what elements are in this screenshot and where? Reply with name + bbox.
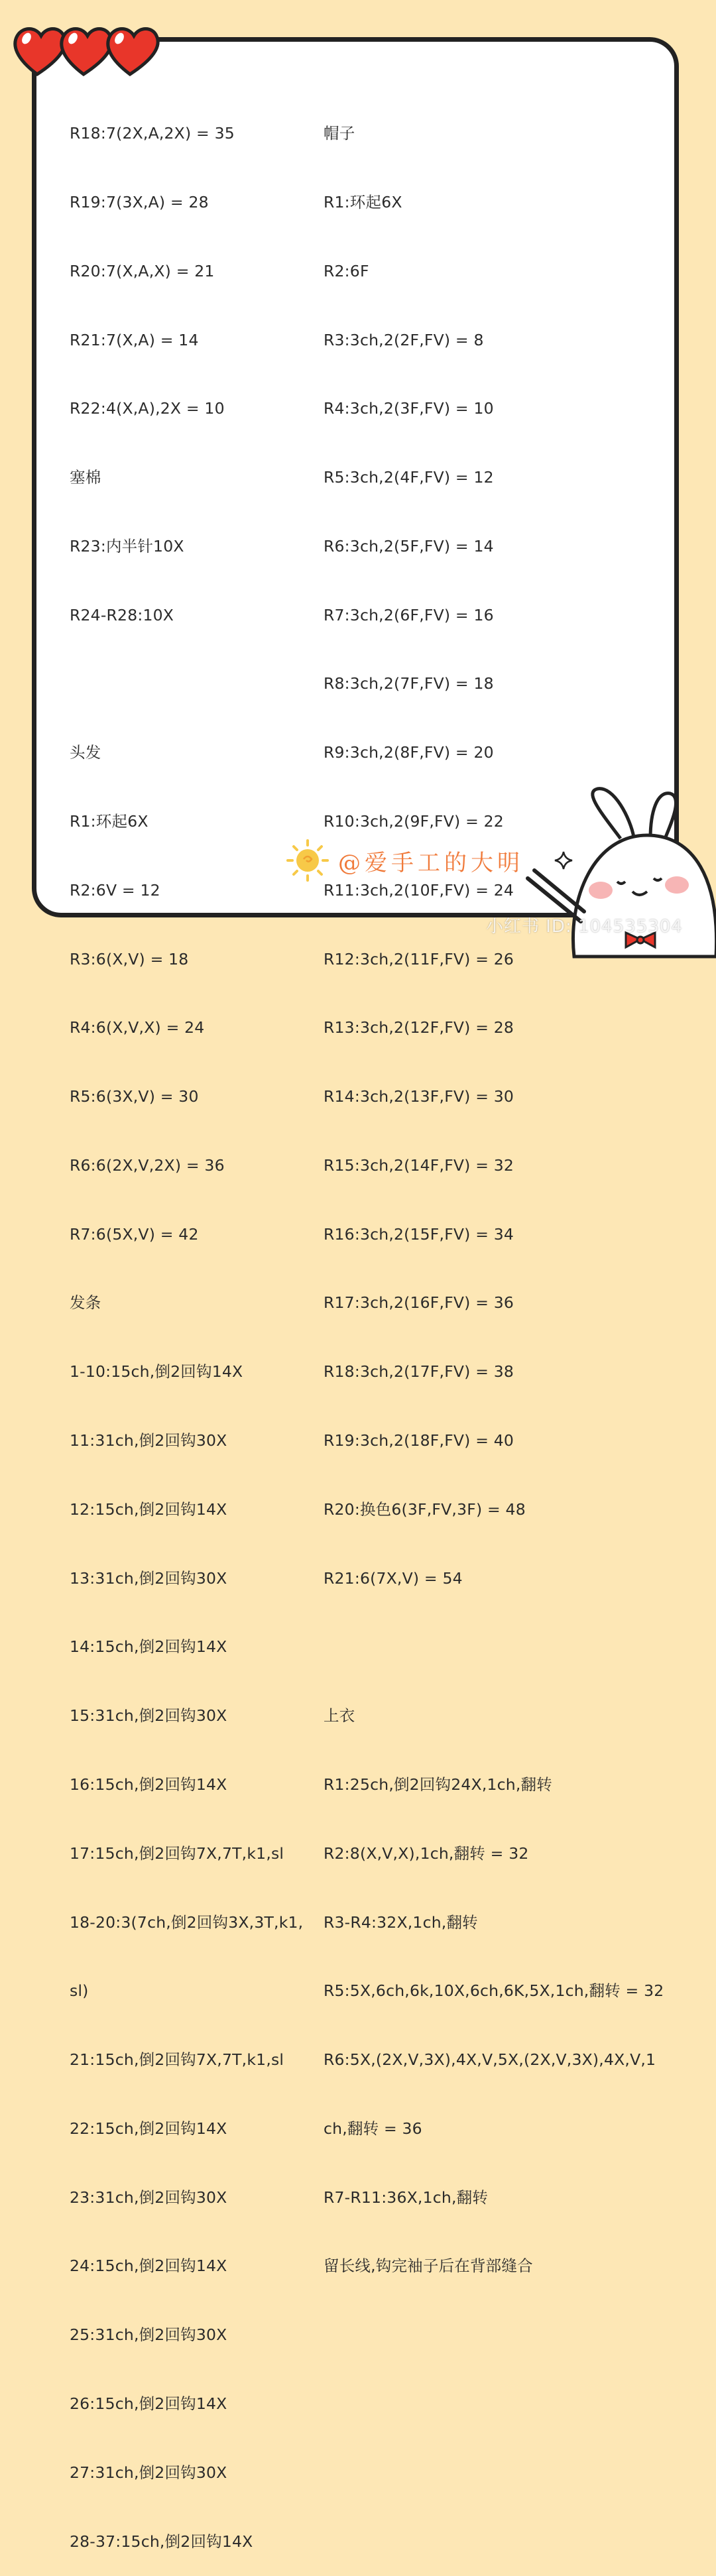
pattern-line: R23:内半针10X — [70, 536, 184, 556]
pattern-line: R19:7(3X,A) = 28 — [70, 192, 209, 211]
pattern-line: ch,翻转 = 36 — [324, 2119, 422, 2138]
pattern-line: 1-10:15ch,倒2回钩14X — [70, 1362, 243, 1381]
pattern-line: 11:31ch,倒2回钩30X — [70, 1431, 227, 1450]
pattern-line: R4:3ch,2(3F,FV) = 10 — [324, 399, 494, 418]
pattern-line: R5:3ch,2(4F,FV) = 12 — [324, 468, 494, 487]
spacer — [70, 672, 303, 695]
pattern-line: 21:15ch,倒2回钩7X,7T,k1,sl — [70, 2050, 284, 2070]
pattern-line: R19:3ch,2(18F,FV) = 40 — [324, 1431, 514, 1450]
author-signature — [284, 837, 542, 883]
pattern-line: 25:31ch,倒2回钩30X — [70, 2325, 227, 2345]
pattern-line: R6:3ch,2(5F,FV) = 14 — [324, 536, 494, 556]
pattern-line: R5:5X,6ch,6k,10X,6ch,6K,5X,1ch,翻转 = 32 — [324, 1981, 664, 2001]
pattern-line: R14:3ch,2(13F,FV) = 30 — [324, 1087, 514, 1106]
pattern-line: R8:3ch,2(7F,FV) = 18 — [324, 674, 494, 693]
pattern-line: 22:15ch,倒2回钩14X — [70, 2119, 227, 2138]
watermark: 小红书 ID: 104535304 — [486, 917, 683, 937]
sun-icon — [284, 837, 337, 883]
pattern-line: R11:3ch,2(10F,FV) = 24 — [324, 880, 514, 900]
pattern-line: R21:7(X,A) = 14 — [70, 330, 199, 349]
pattern-line: R2:6F — [324, 261, 369, 280]
pattern-line: R3:6(X,V) = 18 — [70, 949, 189, 968]
heart-icon — [62, 29, 111, 75]
pattern-line: R7-R11:36X,1ch,翻转 — [324, 2188, 489, 2207]
pattern-line: 28-37:15ch,倒2回钩14X — [70, 2532, 253, 2551]
pattern-line: R1:环起6X — [70, 812, 149, 831]
pattern-line: R22:4(X,A),2X = 10 — [70, 399, 225, 418]
pattern-line: R10:3ch,2(9F,FV) = 22 — [324, 812, 504, 831]
pattern-line: R5:6(3X,V) = 30 — [70, 1087, 199, 1106]
pattern-line: R18:3ch,2(17F,FV) = 38 — [324, 1362, 514, 1381]
pattern-line: R4:6(X,V,X) = 24 — [70, 1018, 205, 1037]
pattern-line: 26:15ch,倒2回钩14X — [70, 2394, 227, 2413]
pattern-line: R6:5X,(2X,V,3X),4X,V,5X,(2X,V,3X),4X,V,1 — [324, 2050, 656, 2070]
pattern-line: R15:3ch,2(14F,FV) = 32 — [324, 1155, 514, 1175]
pattern-line: R20:换色6(3F,FV,3F) = 48 — [324, 1499, 526, 1519]
left-column — [70, 76, 303, 2576]
pattern-line: R6:6(2X,V,2X) = 36 — [70, 1155, 225, 1175]
pattern-line: R7:3ch,2(6F,FV) = 16 — [324, 605, 494, 624]
section-heading-top: 上衣 — [324, 1706, 355, 1726]
hearts-decoration — [9, 19, 162, 78]
pattern-line: 23:31ch,倒2回钩30X — [70, 2188, 227, 2207]
pattern-line: R2:8(X,V,X),1ch,翻转 = 32 — [324, 1844, 529, 1863]
pattern-line: R16:3ch,2(15F,FV) = 34 — [324, 1224, 514, 1244]
pattern-line: R12:3ch,2(11F,FV) = 26 — [324, 949, 514, 968]
pattern-line: R1:25ch,倒2回钩24X,1ch,翻转 — [324, 1775, 552, 1794]
heart-icon — [15, 29, 65, 75]
pattern-line: R17:3ch,2(16F,FV) = 36 — [324, 1293, 514, 1313]
right-column — [324, 76, 664, 2301]
pattern-line: 留长线,钩完袖子后在背部缝合 — [324, 2256, 533, 2276]
pattern-line: 24:15ch,倒2回钩14X — [70, 2256, 227, 2276]
section-heading-hair-strands: 发条 — [70, 1293, 101, 1313]
pattern-line: 14:15ch,倒2回钩14X — [70, 1637, 227, 1657]
pattern-line: 12:15ch,倒2回钩14X — [70, 1499, 227, 1519]
pattern-line: 16:15ch,倒2回钩14X — [70, 1775, 227, 1794]
pattern-line: R2:6V = 12 — [70, 880, 160, 900]
pattern-line: R3:3ch,2(2F,FV) = 8 — [324, 330, 484, 349]
pattern-line: 15:31ch,倒2回钩30X — [70, 1706, 227, 1726]
section-heading-hat: 帽子 — [324, 124, 355, 143]
pattern-line: R20:7(X,A,X) = 21 — [70, 261, 215, 280]
pattern-line: 13:31ch,倒2回钩30X — [70, 1568, 227, 1588]
pattern-line: R1:环起6X — [324, 192, 402, 211]
pattern-line: 17:15ch,倒2回钩7X,7T,k1,sl — [70, 1844, 284, 1863]
heart-icon — [108, 29, 158, 75]
section-heading-hair: 头发 — [70, 743, 101, 762]
pattern-line: 18-20:3(7ch,倒2回钩3X,3T,k1, — [70, 1912, 304, 1932]
pattern-line: 27:31ch,倒2回钩30X — [70, 2463, 227, 2482]
section-heading-stuffing: 塞棉 — [70, 468, 101, 487]
pattern-line: R3-R4:32X,1ch,翻转 — [324, 1912, 478, 1932]
pattern-line: R24-R28:10X — [70, 605, 174, 624]
pattern-line: R9:3ch,2(8F,FV) = 20 — [324, 743, 494, 762]
spacer — [324, 1635, 664, 1659]
signature-text: @爱手工的大明 — [338, 850, 524, 876]
pattern-line: R21:6(7X,V) = 54 — [324, 1568, 463, 1588]
pattern-line: R7:6(5X,V) = 42 — [70, 1224, 199, 1244]
pattern-line: sl) — [70, 1981, 89, 2001]
pattern-line: R13:3ch,2(12F,FV) = 28 — [324, 1018, 514, 1037]
pattern-line: R18:7(2X,A,2X) = 35 — [70, 124, 235, 143]
